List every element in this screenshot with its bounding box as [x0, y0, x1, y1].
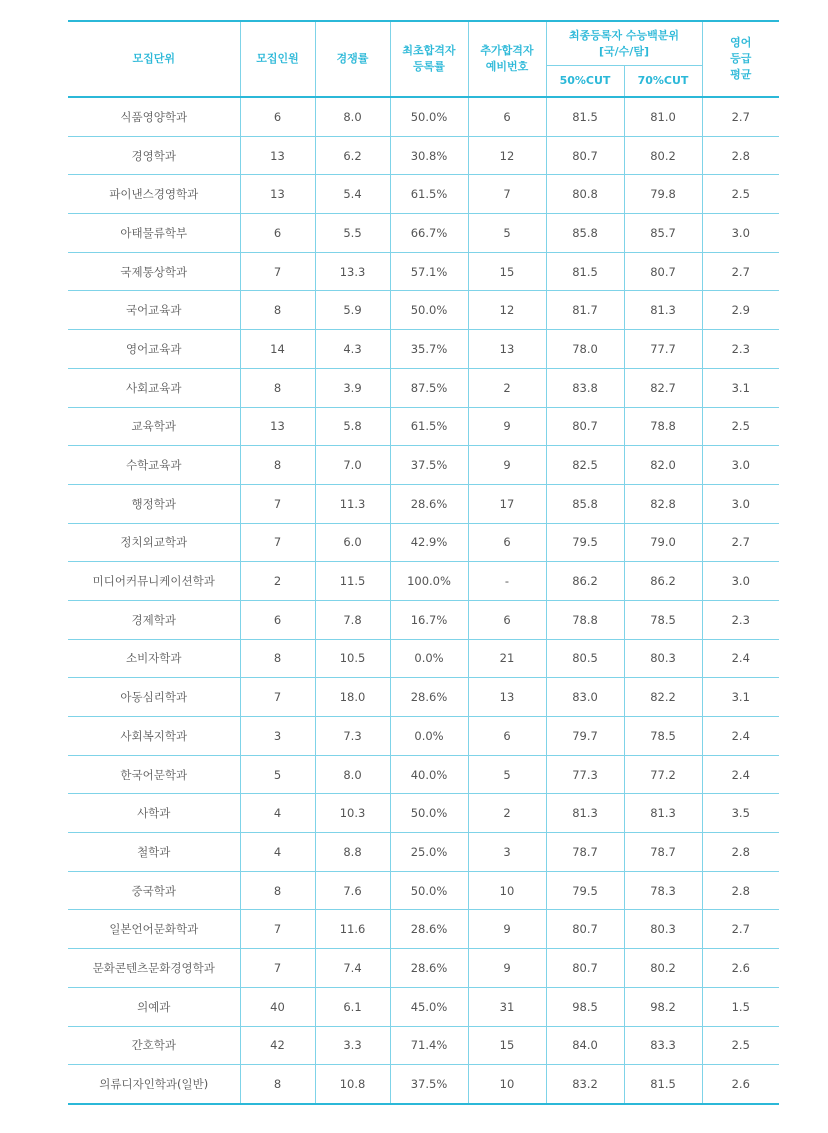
cell-competition: 10.3: [315, 794, 390, 833]
cell-english-grade: 2.4: [702, 717, 779, 756]
cell-cut50: 83.2: [546, 1065, 624, 1104]
cell-english-grade: 2.8: [702, 136, 779, 175]
cell-cut50: 85.8: [546, 484, 624, 523]
cell-english-grade: 3.1: [702, 678, 779, 717]
cell-initial-registration-rate: 28.6%: [390, 678, 468, 717]
cell-initial-registration-rate: 100.0%: [390, 562, 468, 601]
table-row: [68, 639, 779, 678]
cell-unit: 영어교육과: [68, 330, 240, 369]
cell-cut50: 78.7: [546, 833, 624, 872]
cell-unit: 중국학과: [68, 871, 240, 910]
cell-quota: 8: [240, 1065, 315, 1104]
cell-quota: 8: [240, 446, 315, 485]
cell-waitlist: 12: [468, 291, 546, 330]
table-row: [68, 987, 779, 1026]
cell-cut50: 80.7: [546, 949, 624, 988]
cell-waitlist: 9: [468, 407, 546, 446]
header-score-group: [546, 21, 702, 66]
cell-english-grade: 3.1: [702, 368, 779, 407]
cell-cut70: 79.8: [624, 175, 702, 214]
cell-competition: 7.0: [315, 446, 390, 485]
cell-competition: 6.1: [315, 987, 390, 1026]
cell-cut50: 80.7: [546, 910, 624, 949]
cell-competition: 3.9: [315, 368, 390, 407]
cell-waitlist: 7: [468, 175, 546, 214]
cell-unit: 아태물류학부: [68, 214, 240, 253]
cell-cut70: 80.3: [624, 910, 702, 949]
cell-unit: 의예과: [68, 987, 240, 1026]
cell-quota: 5: [240, 755, 315, 794]
table-row: [68, 446, 779, 485]
cell-competition: 11.6: [315, 910, 390, 949]
header-initial-registration-line2: 등록률: [413, 60, 445, 73]
cell-cut50: 78.8: [546, 600, 624, 639]
cell-english-grade: 3.0: [702, 484, 779, 523]
cell-unit: 소비자학과: [68, 639, 240, 678]
cell-cut70: 82.7: [624, 368, 702, 407]
cell-waitlist: 6: [468, 717, 546, 756]
cell-initial-registration-rate: 28.6%: [390, 949, 468, 988]
cell-competition: 5.4: [315, 175, 390, 214]
cell-initial-registration-rate: 45.0%: [390, 987, 468, 1026]
cell-competition: 7.8: [315, 600, 390, 639]
cell-cut50: 98.5: [546, 987, 624, 1026]
cell-initial-registration-rate: 0.0%: [390, 717, 468, 756]
cell-waitlist: 2: [468, 794, 546, 833]
cell-waitlist: 5: [468, 755, 546, 794]
cell-waitlist: 2: [468, 368, 546, 407]
table-row: [68, 291, 779, 330]
header-waitlist: [468, 21, 546, 97]
cell-unit: 아동심리학과: [68, 678, 240, 717]
header-english: [702, 21, 779, 97]
cell-cut70: 77.7: [624, 330, 702, 369]
table-row: [68, 252, 779, 291]
cell-cut50: 79.7: [546, 717, 624, 756]
cell-waitlist: 6: [468, 600, 546, 639]
table-row: [68, 1065, 779, 1104]
table-row: [68, 330, 779, 369]
cell-english-grade: 2.3: [702, 600, 779, 639]
cell-quota: 2: [240, 562, 315, 601]
cell-cut70: 82.2: [624, 678, 702, 717]
admission-results-table: [68, 20, 779, 1105]
cell-initial-registration-rate: 50.0%: [390, 871, 468, 910]
cell-initial-registration-rate: 28.6%: [390, 484, 468, 523]
cell-quota: 14: [240, 330, 315, 369]
table-row: [68, 1026, 779, 1065]
cell-cut50: 86.2: [546, 562, 624, 601]
cell-initial-registration-rate: 50.0%: [390, 97, 468, 136]
table-row: [68, 368, 779, 407]
cell-unit: 한국어문학과: [68, 755, 240, 794]
cell-english-grade: 1.5: [702, 987, 779, 1026]
cell-quota: 6: [240, 214, 315, 253]
cell-cut70: 78.3: [624, 871, 702, 910]
cell-waitlist: 9: [468, 910, 546, 949]
cell-initial-registration-rate: 25.0%: [390, 833, 468, 872]
cell-english-grade: 2.5: [702, 175, 779, 214]
cell-quota: 3: [240, 717, 315, 756]
cell-unit: 행정학과: [68, 484, 240, 523]
header-cut70: 70%CUT: [624, 66, 702, 98]
cell-competition: 8.8: [315, 833, 390, 872]
cell-initial-registration-rate: 61.5%: [390, 407, 468, 446]
header-competition: 경쟁률: [315, 21, 390, 97]
cell-cut50: 80.8: [546, 175, 624, 214]
cell-waitlist: 6: [468, 97, 546, 136]
cell-cut70: 78.8: [624, 407, 702, 446]
cell-english-grade: 3.0: [702, 214, 779, 253]
cell-initial-registration-rate: 57.1%: [390, 252, 468, 291]
cell-waitlist: 10: [468, 871, 546, 910]
cell-initial-registration-rate: 50.0%: [390, 291, 468, 330]
cell-waitlist: 5: [468, 214, 546, 253]
cell-quota: 40: [240, 987, 315, 1026]
cell-english-grade: 2.5: [702, 407, 779, 446]
cell-cut50: 80.7: [546, 136, 624, 175]
header-score-line2: [국/수/탐]: [599, 44, 649, 58]
cell-cut70: 80.7: [624, 252, 702, 291]
cell-unit: 미디어커뮤니케이션학과: [68, 562, 240, 601]
cell-english-grade: 2.6: [702, 1065, 779, 1104]
cell-waitlist: 15: [468, 252, 546, 291]
cell-cut50: 78.0: [546, 330, 624, 369]
table-row: [68, 523, 779, 562]
cell-unit: 파이낸스경영학과: [68, 175, 240, 214]
cell-initial-registration-rate: 40.0%: [390, 755, 468, 794]
table-header: [68, 21, 779, 97]
cell-quota: 7: [240, 678, 315, 717]
cell-quota: 8: [240, 871, 315, 910]
cell-waitlist: 12: [468, 136, 546, 175]
cell-waitlist: 9: [468, 949, 546, 988]
cell-competition: 3.3: [315, 1026, 390, 1065]
cell-quota: 7: [240, 523, 315, 562]
cell-unit: 식품영양학과: [68, 97, 240, 136]
cell-competition: 10.5: [315, 639, 390, 678]
cell-initial-registration-rate: 50.0%: [390, 794, 468, 833]
cell-competition: 5.5: [315, 214, 390, 253]
cell-waitlist: 9: [468, 446, 546, 485]
cell-cut50: 81.5: [546, 97, 624, 136]
cell-unit: 국어교육과: [68, 291, 240, 330]
cell-cut70: 81.3: [624, 291, 702, 330]
cell-competition: 18.0: [315, 678, 390, 717]
cell-english-grade: 2.9: [702, 291, 779, 330]
header-initial-registration-line1: 최초합격자: [402, 44, 456, 57]
table-row: [68, 678, 779, 717]
cell-waitlist: 13: [468, 678, 546, 717]
cell-competition: 11.5: [315, 562, 390, 601]
cell-initial-registration-rate: 35.7%: [390, 330, 468, 369]
table-row: [68, 871, 779, 910]
cell-waitlist: 10: [468, 1065, 546, 1104]
cell-english-grade: 2.7: [702, 252, 779, 291]
admission-results-table-container: [68, 20, 779, 1105]
header-score-line1: 최종등록자 수능백분위: [568, 28, 680, 42]
cell-initial-registration-rate: 71.4%: [390, 1026, 468, 1065]
table-row: [68, 484, 779, 523]
cell-waitlist: 15: [468, 1026, 546, 1065]
cell-cut70: 80.2: [624, 949, 702, 988]
cell-cut70: 77.2: [624, 755, 702, 794]
cell-unit: 의류디자인학과(일반): [68, 1065, 240, 1104]
cell-cut50: 81.3: [546, 794, 624, 833]
cell-cut70: 80.2: [624, 136, 702, 175]
cell-unit: 간호학과: [68, 1026, 240, 1065]
cell-cut50: 85.8: [546, 214, 624, 253]
table-row: [68, 407, 779, 446]
cell-quota: 7: [240, 910, 315, 949]
cell-quota: 13: [240, 136, 315, 175]
cell-competition: 4.3: [315, 330, 390, 369]
cell-cut70: 78.5: [624, 600, 702, 639]
cell-unit: 사학과: [68, 794, 240, 833]
cell-cut50: 83.8: [546, 368, 624, 407]
table-row: [68, 755, 779, 794]
cell-initial-registration-rate: 16.7%: [390, 600, 468, 639]
cell-initial-registration-rate: 87.5%: [390, 368, 468, 407]
header-english-line1: 영어: [730, 36, 752, 49]
table-row: [68, 949, 779, 988]
table-row: [68, 717, 779, 756]
cell-competition: 10.8: [315, 1065, 390, 1104]
cell-initial-registration-rate: 66.7%: [390, 214, 468, 253]
cell-waitlist: -: [468, 562, 546, 601]
cell-waitlist: 17: [468, 484, 546, 523]
cell-initial-registration-rate: 42.9%: [390, 523, 468, 562]
cell-english-grade: 3.5: [702, 794, 779, 833]
cell-cut50: 81.5: [546, 252, 624, 291]
cell-waitlist: 6: [468, 523, 546, 562]
cell-unit: 국제통상학과: [68, 252, 240, 291]
cell-initial-registration-rate: 37.5%: [390, 446, 468, 485]
cell-cut70: 78.5: [624, 717, 702, 756]
cell-english-grade: 3.0: [702, 562, 779, 601]
cell-cut50: 84.0: [546, 1026, 624, 1065]
table-row: [68, 910, 779, 949]
header-quota: 모집인원: [240, 21, 315, 97]
cell-cut70: 86.2: [624, 562, 702, 601]
cell-unit: 일본언어문화학과: [68, 910, 240, 949]
cell-cut50: 83.0: [546, 678, 624, 717]
cell-english-grade: 2.6: [702, 949, 779, 988]
cell-english-grade: 2.3: [702, 330, 779, 369]
cell-cut70: 78.7: [624, 833, 702, 872]
cell-unit: 사회복지학과: [68, 717, 240, 756]
cell-competition: 8.0: [315, 97, 390, 136]
cell-waitlist: 21: [468, 639, 546, 678]
cell-competition: 5.9: [315, 291, 390, 330]
cell-unit: 철학과: [68, 833, 240, 872]
cell-unit: 사회교육과: [68, 368, 240, 407]
header-english-line3: 평균: [730, 68, 752, 81]
cell-english-grade: 3.0: [702, 446, 779, 485]
cell-cut70: 82.0: [624, 446, 702, 485]
cell-english-grade: 2.8: [702, 871, 779, 910]
cell-unit: 경영학과: [68, 136, 240, 175]
cell-english-grade: 2.4: [702, 755, 779, 794]
cell-cut50: 80.7: [546, 407, 624, 446]
cell-cut70: 80.3: [624, 639, 702, 678]
cell-cut70: 83.3: [624, 1026, 702, 1065]
cell-cut70: 82.8: [624, 484, 702, 523]
cell-quota: 42: [240, 1026, 315, 1065]
table-row: [68, 562, 779, 601]
cell-cut70: 98.2: [624, 987, 702, 1026]
cell-quota: 6: [240, 600, 315, 639]
cell-initial-registration-rate: 28.6%: [390, 910, 468, 949]
cell-cut50: 82.5: [546, 446, 624, 485]
cell-quota: 13: [240, 175, 315, 214]
header-waitlist-line1: 추가합격자: [480, 44, 534, 57]
cell-competition: 7.4: [315, 949, 390, 988]
cell-competition: 8.0: [315, 755, 390, 794]
cell-quota: 7: [240, 484, 315, 523]
table-row: [68, 600, 779, 639]
cell-competition: 7.3: [315, 717, 390, 756]
cell-cut70: 81.5: [624, 1065, 702, 1104]
table-row: [68, 97, 779, 136]
table-row: [68, 214, 779, 253]
cell-cut50: 79.5: [546, 523, 624, 562]
cell-quota: 7: [240, 949, 315, 988]
cell-cut50: 80.5: [546, 639, 624, 678]
cell-competition: 5.8: [315, 407, 390, 446]
header-english-line2: 등급: [730, 52, 752, 65]
cell-waitlist: 13: [468, 330, 546, 369]
cell-english-grade: 2.4: [702, 639, 779, 678]
table-body: [68, 97, 779, 1104]
cell-english-grade: 2.8: [702, 833, 779, 872]
cell-cut70: 79.0: [624, 523, 702, 562]
table-row: [68, 794, 779, 833]
cell-competition: 6.2: [315, 136, 390, 175]
cell-cut50: 81.7: [546, 291, 624, 330]
header-unit: 모집단위: [68, 21, 240, 97]
cell-cut70: 85.7: [624, 214, 702, 253]
cell-waitlist: 31: [468, 987, 546, 1026]
cell-unit: 문화콘텐츠문화경영학과: [68, 949, 240, 988]
cell-initial-registration-rate: 30.8%: [390, 136, 468, 175]
cell-waitlist: 3: [468, 833, 546, 872]
cell-quota: 13: [240, 407, 315, 446]
cell-english-grade: 2.5: [702, 1026, 779, 1065]
table-row: [68, 136, 779, 175]
cell-english-grade: 2.7: [702, 910, 779, 949]
cell-competition: 6.0: [315, 523, 390, 562]
cell-initial-registration-rate: 61.5%: [390, 175, 468, 214]
cell-cut70: 81.3: [624, 794, 702, 833]
cell-competition: 11.3: [315, 484, 390, 523]
cell-unit: 정치외교학과: [68, 523, 240, 562]
cell-competition: 7.6: [315, 871, 390, 910]
cell-initial-registration-rate: 37.5%: [390, 1065, 468, 1104]
cell-quota: 6: [240, 97, 315, 136]
header-cut50: 50%CUT: [546, 66, 624, 98]
cell-initial-registration-rate: 0.0%: [390, 639, 468, 678]
cell-unit: 경제학과: [68, 600, 240, 639]
cell-quota: 8: [240, 291, 315, 330]
table-row: [68, 175, 779, 214]
cell-english-grade: 2.7: [702, 523, 779, 562]
cell-cut50: 77.3: [546, 755, 624, 794]
header-initial-registration: [390, 21, 468, 97]
cell-quota: 8: [240, 368, 315, 407]
cell-quota: 8: [240, 639, 315, 678]
cell-cut70: 81.0: [624, 97, 702, 136]
cell-quota: 4: [240, 833, 315, 872]
cell-english-grade: 2.7: [702, 97, 779, 136]
cell-quota: 7: [240, 252, 315, 291]
cell-competition: 13.3: [315, 252, 390, 291]
table-row: [68, 833, 779, 872]
cell-unit: 수학교육과: [68, 446, 240, 485]
cell-unit: 교육학과: [68, 407, 240, 446]
cell-quota: 4: [240, 794, 315, 833]
header-waitlist-line2: 예비번호: [485, 60, 529, 73]
cell-cut50: 79.5: [546, 871, 624, 910]
